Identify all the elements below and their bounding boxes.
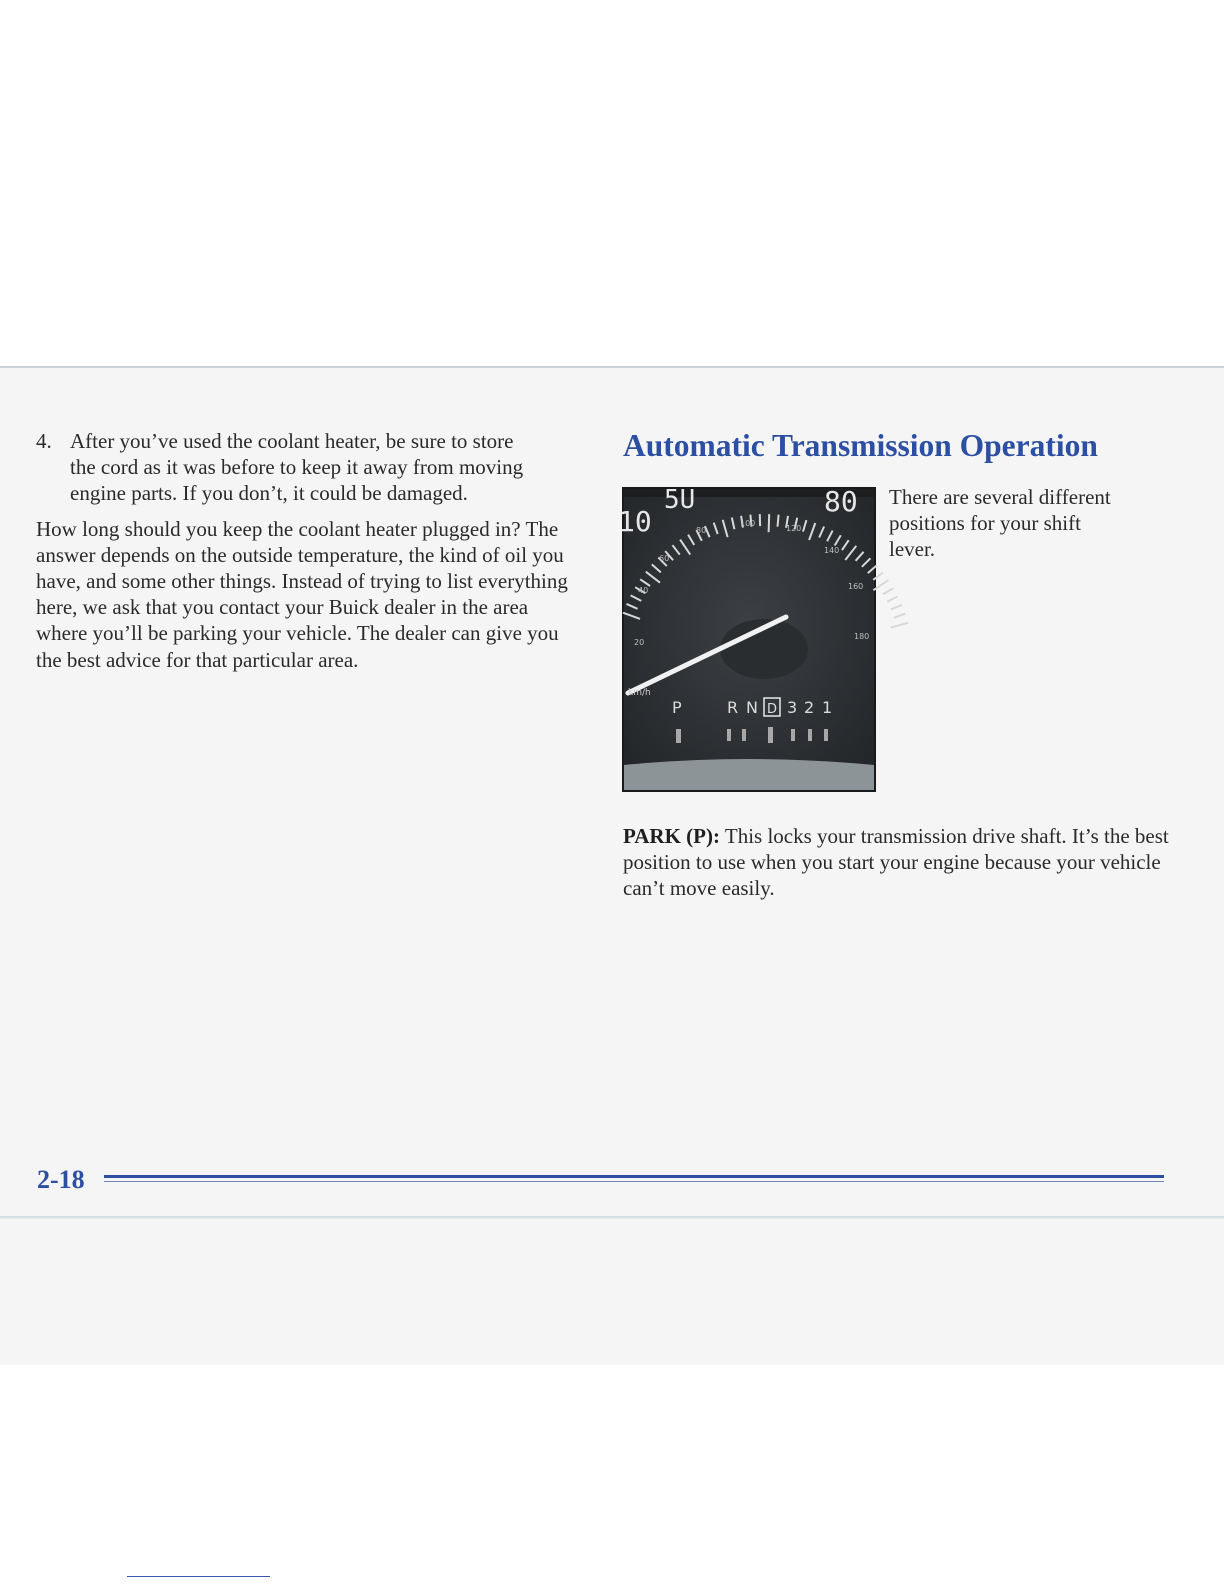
- left-column: [36, 428, 581, 673]
- scale-label: 100: [740, 519, 756, 528]
- section-heading: Automatic Transmission Operation: [623, 428, 1098, 463]
- gear-2: 2: [804, 698, 815, 717]
- gear-1: 1: [822, 698, 833, 717]
- odometer-digits: 5U: [664, 485, 696, 515]
- top-right-number: 80: [824, 485, 858, 518]
- bottom-link-rule: [127, 1576, 270, 1577]
- page-bottom-edge: [0, 1216, 1224, 1219]
- coolant-heater-paragraph: How long should you keep the coolant heater plugged in? The answer depends on the outside temperature, the kind of oil you have, and some other things. Instead of trying to list everything here, we ask that you contact your Buick dealer in the area where you’ll be parking your vehicle. The dealer can give you the best advice for that particular area.: [36, 516, 568, 672]
- instrument-cluster-photo: [618, 485, 876, 792]
- dial-tick: [769, 514, 770, 532]
- bezel-edge: [624, 759, 874, 790]
- scale-label: 160: [848, 582, 864, 591]
- scale-label: 120: [786, 524, 802, 533]
- shift-lever-intro: There are several different positions for your shift lever.: [889, 485, 1111, 562]
- step-text: After you’ve used the coolant heater, be sure to store the cord as it was before to keep it away from moving engine parts. If you don’t, it could be damaged.: [70, 429, 524, 506]
- park-description: [623, 823, 1183, 902]
- scale-label: 80: [696, 526, 707, 535]
- speed-unit: km/h: [628, 688, 651, 698]
- footer-rule: [104, 1175, 1164, 1178]
- dial-tick: [778, 515, 779, 527]
- footer-rule-thin: [104, 1181, 1164, 1182]
- park-term: PARK (P):: [623, 824, 720, 848]
- scale-label: 40: [638, 586, 649, 595]
- scale-label: 140: [824, 546, 840, 555]
- numbered-step: [36, 428, 581, 507]
- gear-p: P: [672, 698, 682, 717]
- park-text: This locks your transmission drive shaft. It’s the best position to use when you start your engine because your vehicle can’t move easily.: [623, 824, 1169, 901]
- gear-d: D: [767, 702, 778, 717]
- gear-3: 3: [787, 698, 798, 717]
- instrument-cluster-illustration: [618, 485, 874, 790]
- step-number: 4.: [36, 429, 52, 453]
- left-edge-number: 10: [618, 505, 652, 538]
- scale-label: 20: [634, 638, 645, 647]
- scale-label: 180: [854, 632, 870, 641]
- gear-r: R: [727, 698, 739, 717]
- gear-n: N: [746, 698, 758, 717]
- page-top-edge: [0, 366, 1224, 368]
- scale-label: 60: [659, 554, 670, 563]
- page-number: 2-18: [37, 1165, 85, 1194]
